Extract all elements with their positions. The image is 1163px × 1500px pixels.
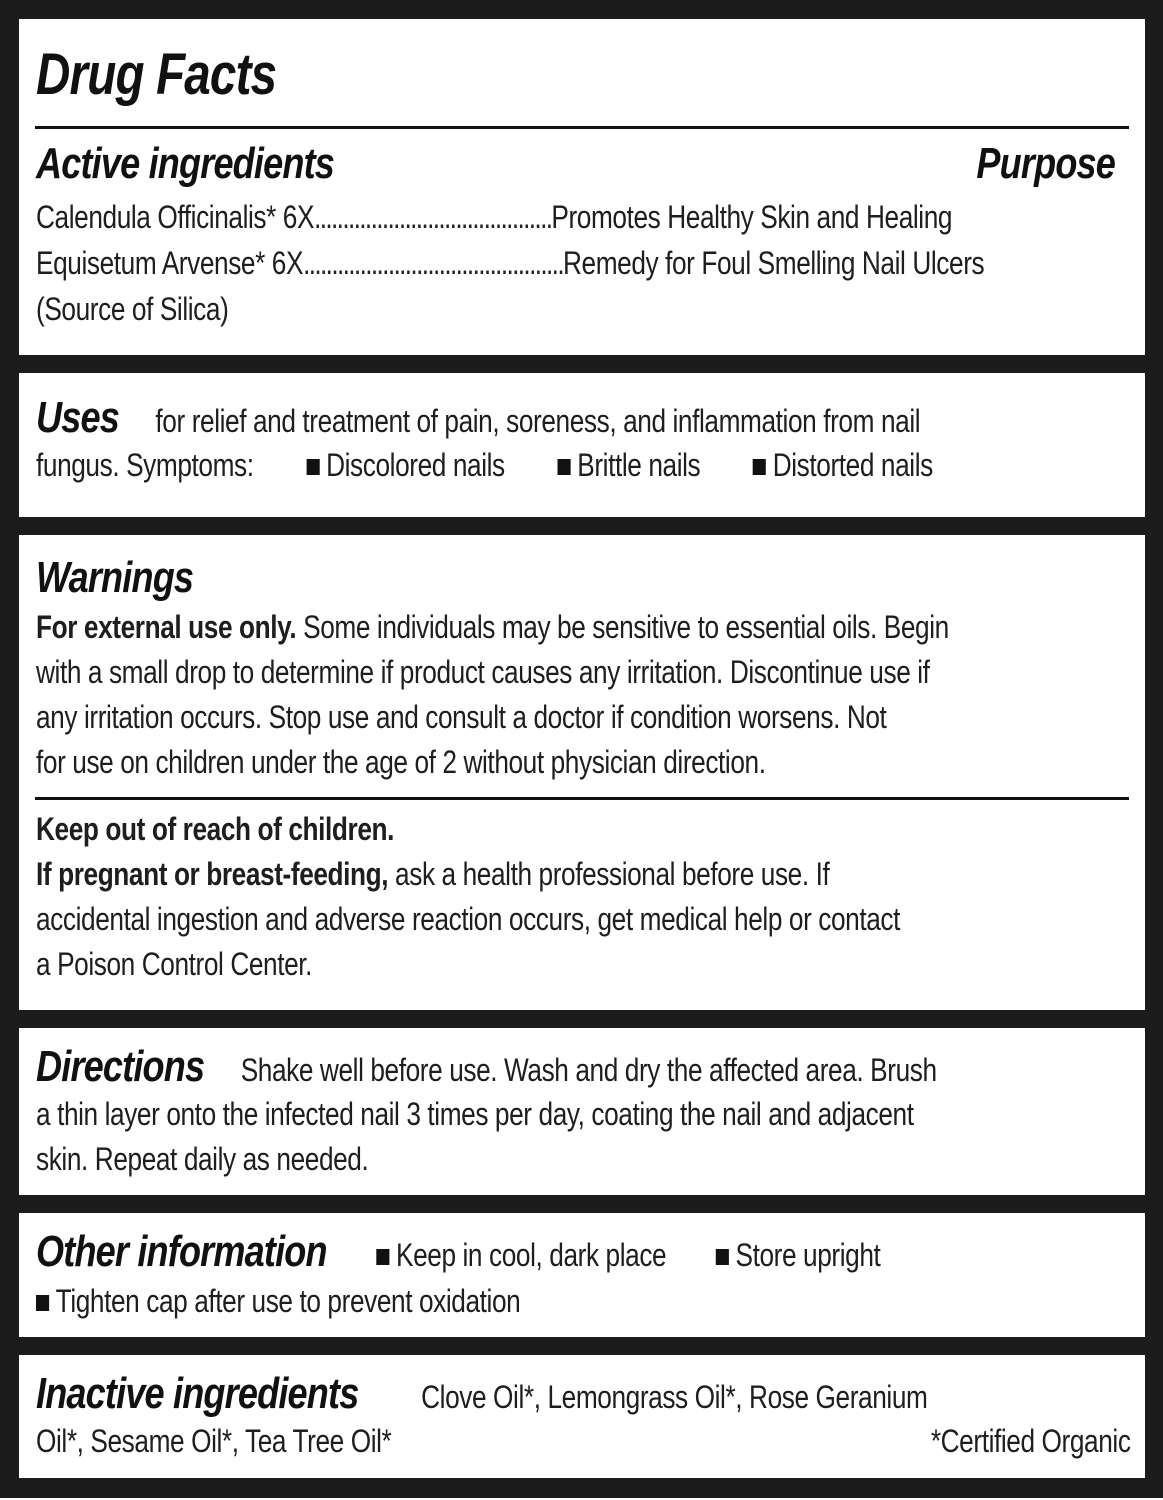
symptom-item: Distorted nails	[772, 447, 933, 483]
bullet-square-icon	[36, 1295, 49, 1311]
warning-text: with a small drop to determine if product causes any irritation. Discontinue use if	[36, 654, 930, 690]
uses-panel	[19, 373, 1145, 517]
other-information-panel	[19, 1213, 1145, 1337]
bullet-square-icon	[716, 1249, 729, 1265]
leader-dots: ..........................................	[314, 199, 552, 235]
title-divider	[35, 126, 1129, 129]
ingredient-purpose: Promotes Healthy Skin and Healing	[551, 199, 953, 235]
ingredient-purpose: Remedy for Foul Smelling Nail Ulcers	[562, 245, 985, 281]
warning-text: any irritation occurs. Stop use and consult a doctor if condition worsens. Not	[36, 699, 887, 735]
bullet-square-icon	[376, 1249, 389, 1265]
bullet-square-icon	[306, 459, 319, 475]
warnings-divider	[35, 797, 1129, 800]
ingredient-row	[36, 245, 1127, 282]
external-use-warning: For external use only.	[36, 609, 297, 645]
symptoms-line	[36, 447, 933, 484]
warning-text: accidental ingestion and adverse reaction occurs, get medical help or contact	[36, 901, 901, 937]
symptom-item: Brittle nails	[577, 447, 701, 483]
purpose-heading: Purpose	[976, 139, 1115, 188]
other-information-heading: Other information	[36, 1227, 327, 1276]
ingredient-note: (Source of Silica)	[36, 291, 229, 327]
symptoms-label: fungus. Symptoms:	[36, 447, 254, 483]
other-info-item: Keep in cool, dark place	[395, 1237, 667, 1273]
symptom-item: Discolored nails	[326, 447, 505, 483]
warnings-heading: Warnings	[36, 553, 194, 602]
warning-text: a Poison Control Center.	[36, 946, 313, 982]
directions-text: skin. Repeat daily as needed.	[36, 1141, 369, 1177]
keep-out-of-reach: Keep out of reach of children.	[36, 811, 395, 847]
directions-heading: Directions	[36, 1042, 205, 1091]
bullet-square-icon	[558, 459, 571, 475]
warning-text: for use on children under the age of 2 without physician direction.	[36, 744, 766, 780]
directions-text: Shake well before use. Wash and dry the affected area. Brush	[240, 1052, 937, 1088]
warnings-panel	[19, 535, 1145, 1010]
leader-dots: ..............................................	[303, 245, 563, 281]
inactive-ingredients-text: Oil*, Sesame Oil*, Tea Tree Oil*	[36, 1423, 392, 1459]
other-info-item: Store upright	[735, 1237, 881, 1273]
ingredient-name: Equisetum Arvense* 6X	[36, 245, 304, 281]
warning-text: ask a health professional before use. If	[388, 856, 830, 892]
bullet-square-icon	[753, 459, 766, 475]
active-ingredients-panel	[19, 19, 1145, 355]
uses-heading: Uses	[36, 393, 119, 442]
certified-organic-footnote: *Certified Organic	[931, 1423, 1131, 1459]
pregnancy-warning: If pregnant or breast-feeding,	[36, 856, 389, 892]
inactive-ingredients-panel	[19, 1355, 1145, 1478]
uses-text: for relief and treatment of pain, soreness, and inflammation from nail	[155, 403, 921, 439]
warning-text: Some individuals may be sensitive to essential oils. Begin	[296, 609, 949, 645]
inactive-ingredients-text: Clove Oil*, Lemongrass Oil*, Rose Geranium	[421, 1379, 928, 1415]
directions-text: a thin layer onto the infected nail 3 times per day, coating the nail and adjacent	[36, 1096, 914, 1132]
ingredient-row	[36, 199, 1127, 236]
active-ingredients-heading: Active ingredients	[36, 139, 335, 188]
ingredient-name: Calendula Officinalis* 6X	[36, 199, 315, 235]
other-info-item: Tighten cap after use to prevent oxidation	[55, 1283, 521, 1319]
page-title: Drug Facts	[36, 42, 277, 107]
directions-panel	[19, 1028, 1145, 1195]
inactive-ingredients-heading: Inactive ingredients	[36, 1369, 359, 1418]
